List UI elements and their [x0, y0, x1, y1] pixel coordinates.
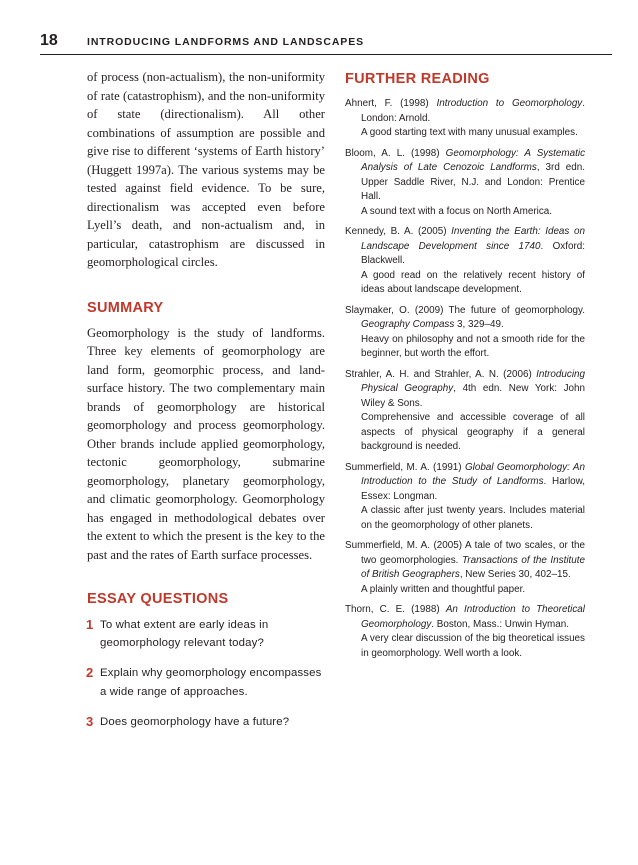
reference-entry: [345, 461, 585, 534]
citation-author: Summerfield, M. A. (2005) A tale of two scales, or the two geomorphologies.: [345, 540, 585, 566]
reference-citation: [345, 304, 585, 333]
reference-note: A good starting text with many unusual examples.: [361, 127, 578, 138]
citation-author: Slaymaker, O. (2009) The future of geomorphology.: [345, 304, 585, 316]
citation-publisher: . Harlow, Essex: Longman.: [361, 476, 585, 502]
question-number: 2: [86, 665, 94, 681]
citation-author: Summerfield, M. A. (1991): [345, 461, 465, 473]
reference-note: Heavy on philosophy and not a smooth ride for the beginner, but worth the effort.: [361, 333, 585, 359]
citation-publisher: 3, 329–49.: [454, 319, 504, 330]
reference-entry: [345, 368, 585, 455]
reference-entry: [345, 147, 585, 220]
citation-publisher: , 4th edn. New York: John Wiley & Sons.: [361, 383, 586, 409]
further-reading-heading: FURTHER READING: [345, 71, 490, 87]
reference-citation: [345, 147, 585, 205]
reference-note: A very clear discussion of the big theoretical issues in geomorphology. Well worth a look.: [361, 633, 585, 659]
page-header: [40, 30, 612, 55]
reference-citation: [345, 539, 585, 583]
essay-question: [87, 664, 325, 700]
reference-note: A classic after just twenty years. Includes material on the geomorphology of other planets.: [361, 505, 585, 531]
citation-author: Bloom, A. L. (1998): [345, 147, 446, 159]
citation-title: Geography Compass: [361, 319, 455, 330]
reference-entry: [345, 539, 585, 597]
reference-entry: [345, 304, 585, 362]
question-text: Explain why geomorphology encompasses a wide range of approaches.: [100, 667, 322, 698]
question-number: 1: [86, 617, 94, 632]
citation-publisher: . Boston, Mass.: Unwin Hyman.: [431, 618, 570, 630]
reference-note: Comprehensive and accessible coverage of all aspects of physical geography if a general background is needed.: [361, 412, 585, 452]
citation-author: Kennedy, B. A. (2005): [345, 226, 452, 237]
reference-entry: [345, 97, 585, 141]
right-column: [345, 68, 585, 667]
reference-citation: [345, 225, 585, 269]
citation-publisher: . Oxford: Blackwell.: [361, 240, 585, 266]
citation-title: Global Geomorphology: An Introduction to the Study of Landforms: [361, 461, 585, 487]
reference-entry: [345, 603, 585, 661]
reference-note: A plainly written and thoughtful paper.: [361, 583, 526, 595]
reference-citation: [345, 603, 585, 632]
citation-author: Ahnert, F. (1998): [345, 98, 437, 109]
page-number: 18: [40, 32, 58, 49]
citation-publisher: , New Series 30, 402–15.: [459, 569, 571, 580]
intro-paragraph: of process (non-actualism), the non-uniformity of rate (catastrophism), and the non-uniformity of state (directionalism). All other combinations of assumption are possible and give rise to different ‘systems of Earth history’ (Huggett 1997a). The various systems may be tested against field evidence. To be sure, directionalism was accepted even before Lyell’s death, and non-actualism and, in particular, catastrophism are discussed in geomorphological circles.: [87, 70, 325, 269]
citation-title: Introduction to Geomorphology: [436, 98, 583, 109]
reference-citation: [345, 97, 585, 126]
citation-title: Inventing the Earth: Ideas on Landscape Development since 1740: [361, 226, 585, 252]
essay-question: [87, 713, 325, 731]
reference-note: A sound text with a focus on North America.: [361, 205, 553, 217]
question-text: Does geomorphology have a future?: [100, 715, 290, 728]
essay-question-list: [87, 616, 325, 731]
essay-questions-heading: ESSAY QUESTIONS: [87, 591, 229, 607]
citation-title: Transactions of the Institute of British Geographers: [361, 554, 585, 580]
left-column: [87, 68, 325, 743]
reference-citation: [345, 368, 585, 412]
reference-citation: [345, 461, 585, 505]
summary-heading: SUMMARY: [87, 299, 164, 316]
citation-author: Strahler, A. H. and Strahler, A. N. (2006): [345, 368, 537, 380]
question-number: 3: [86, 713, 94, 729]
reference-note: A good read on the relatively recent history of ideas about landscape development.: [361, 269, 585, 295]
summary-paragraph: Geomorphology is the study of landforms. Three key elements of geomorphology are land form, geomorphic process, and land-surface history. The two complementary main brands of geomorphology are historical geomorphology and process geomorphology. Other brands include applied geomorphology, tectonic geomorphology, submarine geomorphology, planetary geomorphology, and climatic geomorphology. Geomorphology has engaged in methodological debates over the extent to which the present is the key to the past and the rates of Earth surface processes.: [87, 325, 325, 562]
reference-entry: [345, 225, 585, 298]
citation-title: Introducing Physical Geography: [361, 368, 585, 394]
citation-publisher: , 3rd edn. Upper Saddle River, N.J. and London: Prentice Hall.: [361, 162, 585, 202]
citation-title: Geomorphology: A Systematic Analysis of Late Cenozoic Landforms: [361, 147, 586, 173]
essay-question: [87, 616, 325, 652]
citation-title: An Introduction to Theoretical Geomorphology: [361, 604, 585, 630]
running-head: INTRODUCING LANDFORMS AND LANDSCAPES: [87, 36, 365, 48]
citation-author: Thorn, C. E. (1988): [345, 604, 446, 615]
question-text: To what extent are early ideas in geomorphology relevant today?: [100, 619, 269, 650]
citation-publisher: . London: Arnold.: [361, 98, 585, 124]
